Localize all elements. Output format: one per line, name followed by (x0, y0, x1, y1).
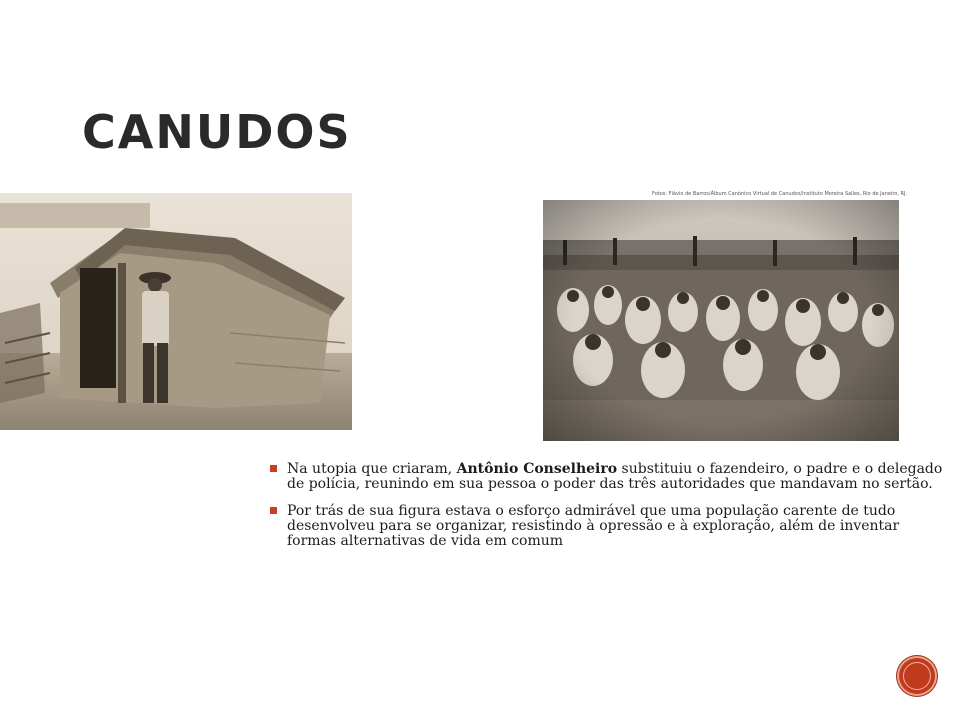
bullet-list (270, 462, 952, 561)
photo-crowd-image (543, 200, 899, 441)
bullet-text-part: substituiu o fazendeiro, o padre e o delegado de polícia, reunindo em sua pessoa o poder das três autoridades que mandavam no sertão. (287, 461, 943, 492)
corner-badge-icon (897, 656, 937, 696)
photo-crowd (543, 200, 899, 441)
photo-hut (0, 193, 352, 430)
bullet-text-bold: Antônio Conselheiro (456, 461, 618, 477)
bullet-text: Por trás de sua figura estava o esforço admirável que uma população carente de tudo desenvolveu para se organizar, resistindo à opressão e à exploração, além de inventar formas alternativas de vida em comum (287, 503, 900, 549)
bullet-marker-icon (270, 507, 277, 514)
bullet-marker-icon (270, 465, 277, 472)
bullet-item (270, 462, 952, 492)
bullet-item (270, 504, 952, 549)
bullet-text-part: Na utopia que criaram, (287, 461, 457, 477)
slide-title: CANUDOS (82, 105, 352, 159)
photo-credit: Fotos: Flávio de Barros/Álbum Canônico Virtual de Canudos/Instituto Moreira Salles, Rio de Janeiro, RJ. (652, 191, 908, 197)
photo-hut-image (0, 193, 352, 430)
